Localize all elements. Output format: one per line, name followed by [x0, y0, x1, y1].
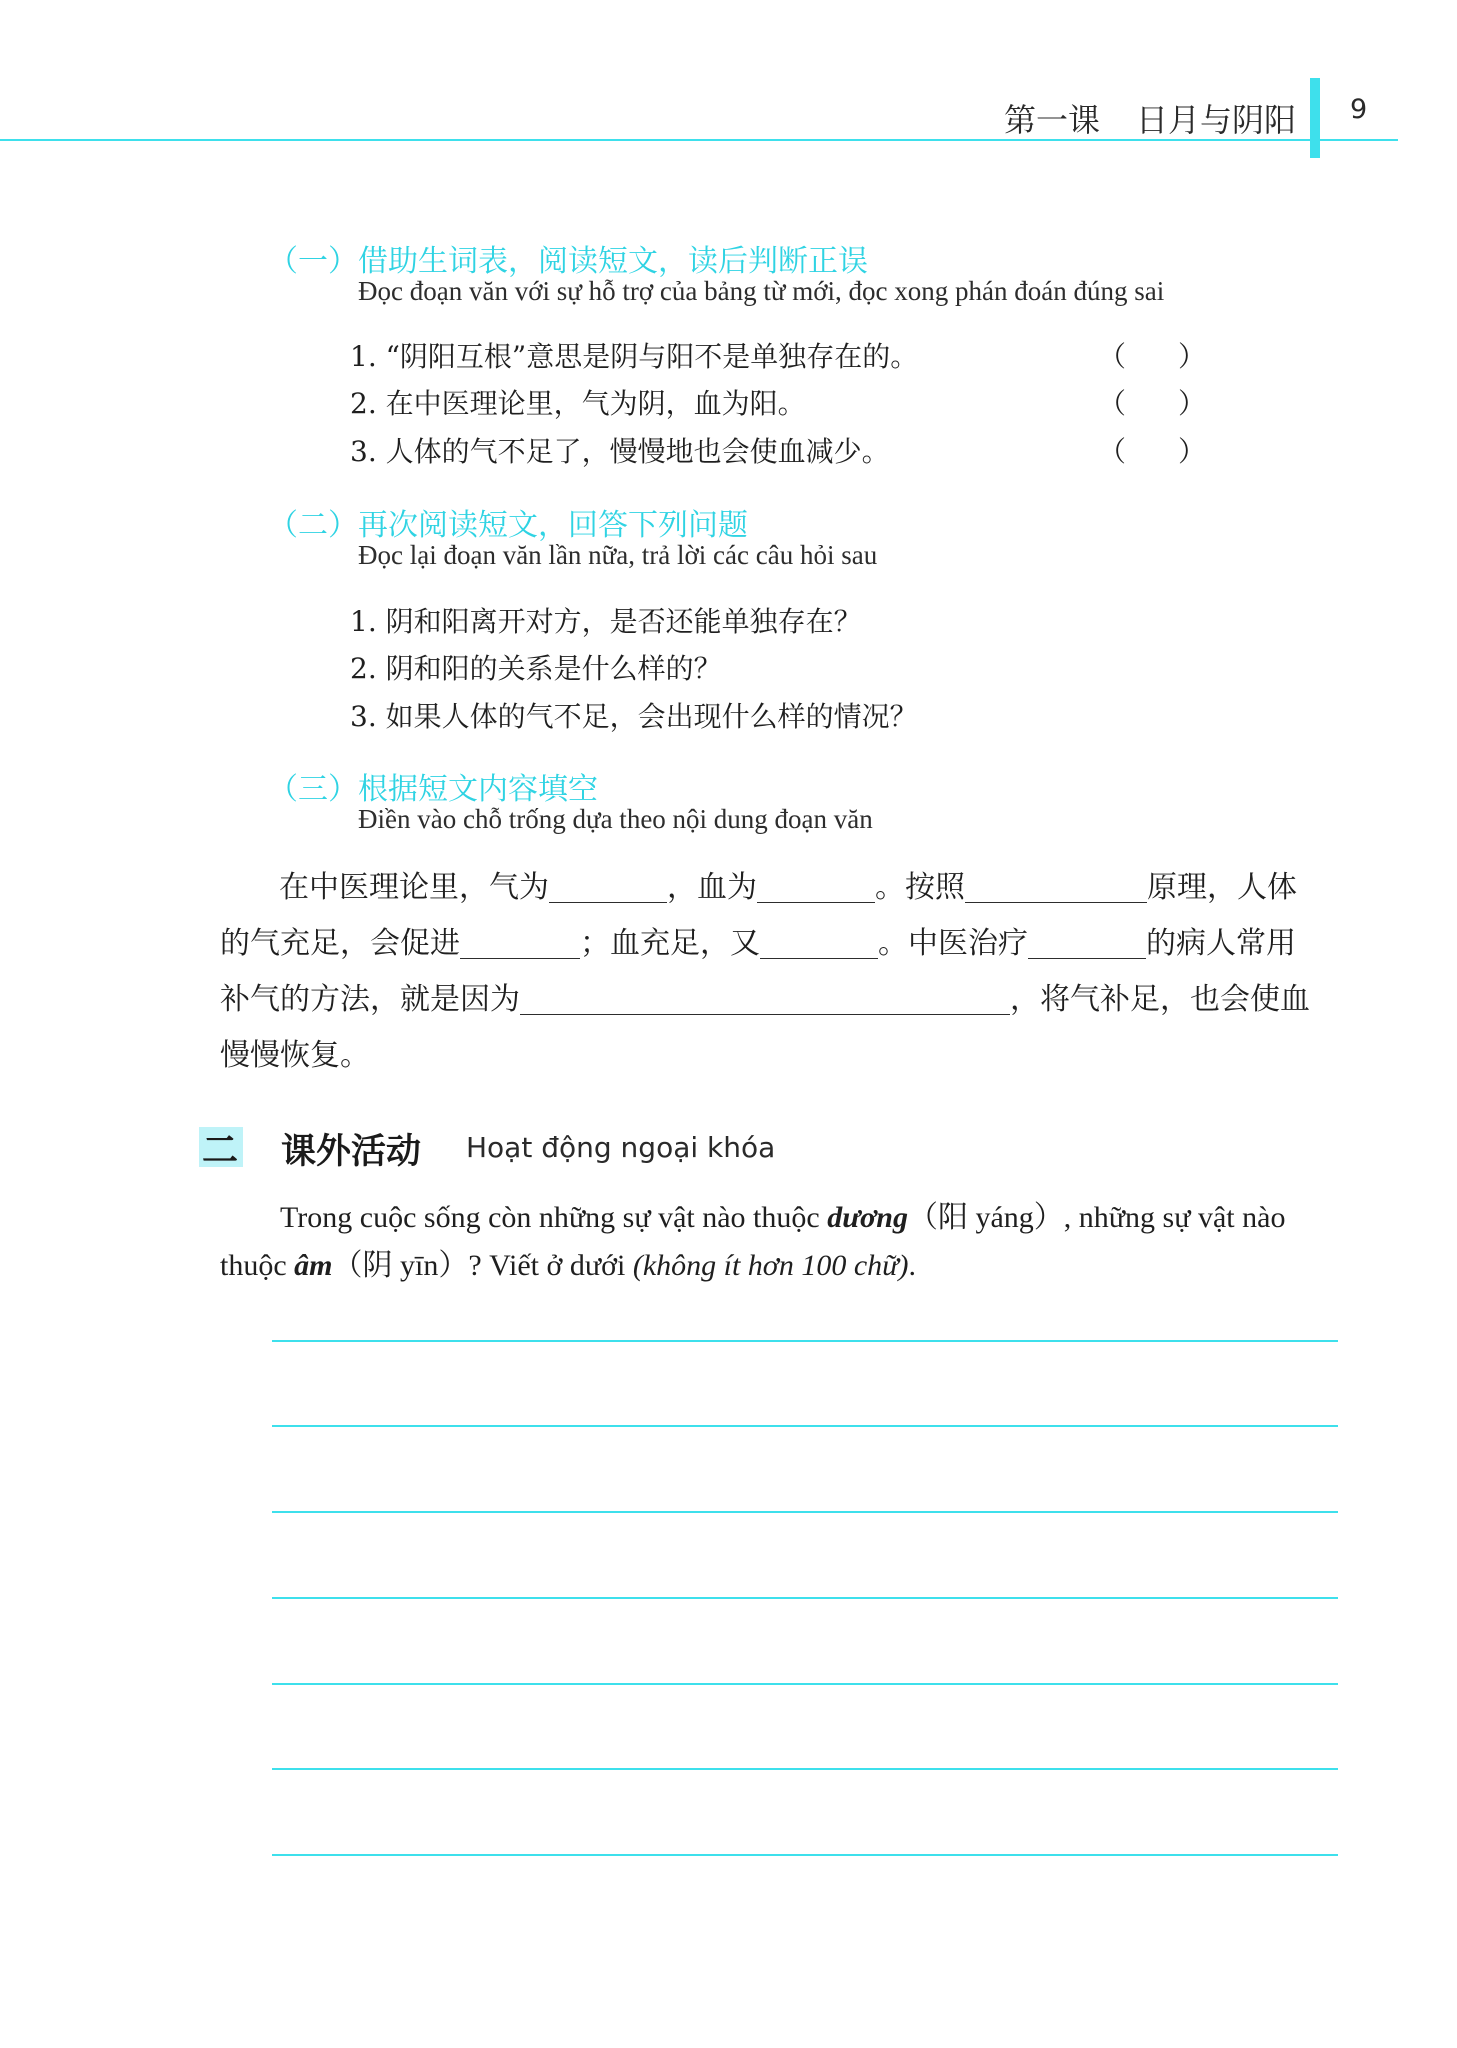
fill-paragraph-line-3: 补气的方法，就是因为 ，将气补足，也会使血 — [220, 982, 1310, 1017]
part2-number: 二 — [202, 1130, 239, 1171]
exercise3-subheading: Điền vào chỗ trống dựa theo nội dung đoạn văn — [358, 804, 873, 834]
fill-paragraph-line-1: 在中医理论里，气为 ，血为 。按照 原理，人体 — [279, 870, 1297, 905]
part2-title: 课外活动 — [281, 1132, 422, 1172]
exercise2-item-3: 3. 如果人体的气不足，会出现什么样的情况？ — [350, 700, 918, 733]
exercise2-heading: （二）再次阅读短文，回答下列问题 — [268, 508, 748, 543]
exercise2-subheading: Đọc lại đoạn văn lần nữa, trả lời các câu hỏi sau — [358, 540, 878, 570]
writing-line[interactable] — [272, 1597, 1338, 1599]
answer-blank-3[interactable]: （ ） — [1098, 435, 1207, 468]
exercise1-item-2: 2. 在中医理论里，气为阴，血为阳。 — [350, 387, 806, 420]
page-number: 9 — [1350, 94, 1368, 125]
lesson-label: 第一课 — [1003, 101, 1100, 139]
answer-blank-2[interactable]: （ ） — [1098, 387, 1207, 420]
fill-blank-4[interactable] — [460, 925, 580, 959]
exercise1-subheading: Đọc đoạn văn với sự hỗ trợ của bảng từ mới, đọc xong phán đoán đúng sai — [358, 276, 1165, 306]
running-header — [1004, 95, 1296, 141]
exercise1-item-1: 1. “阴阳互根”意思是阴与阳不是单独存在的。 — [350, 340, 919, 373]
exercise1-item-3: 3. 人体的气不足了，慢慢地也会使血减少。 — [350, 435, 890, 468]
writing-line[interactable] — [272, 1768, 1338, 1770]
part2-subtitle: Hoạt động ngoại khóa — [466, 1131, 776, 1164]
fill-paragraph-line-4: 慢慢恢复。 — [220, 1038, 370, 1073]
exercise3-heading: （三）根据短文内容填空 — [268, 772, 598, 807]
lesson-title: 日月与阴阳 — [1135, 101, 1296, 139]
part2-prompt-line-1: Trong cuộc sống còn những sự vật nào thuộc dương（阳 yáng）, những sự vật nào — [280, 1201, 1286, 1234]
fill-paragraph-line-2: 的气充足，会促进 ；血充足，又 。中医治疗 的病人常用 — [220, 926, 1296, 961]
writing-line[interactable] — [272, 1854, 1338, 1856]
fill-blank-3[interactable] — [965, 869, 1147, 903]
writing-line[interactable] — [272, 1425, 1338, 1427]
fill-blank-2[interactable] — [757, 869, 875, 903]
writing-line[interactable] — [272, 1340, 1338, 1342]
fill-blank-7[interactable] — [520, 981, 1010, 1015]
writing-line[interactable] — [272, 1511, 1338, 1513]
part2-prompt-line-2: thuộc âm（阴 yīn）? Viết ở dưới (không ít hơn 100 chữ). — [220, 1249, 916, 1282]
exercise2-item-1: 1. 阴和阳离开对方，是否还能单独存在？ — [350, 605, 862, 638]
exercise1-heading: （一）借助生词表，阅读短文，读后判断正误 — [268, 244, 868, 279]
header-accent-bar — [1310, 78, 1320, 158]
writing-line[interactable] — [272, 1683, 1338, 1685]
fill-blank-1[interactable] — [549, 869, 667, 903]
fill-blank-6[interactable] — [1028, 925, 1146, 959]
fill-blank-5[interactable] — [760, 925, 878, 959]
exercise2-item-2: 2. 阴和阳的关系是什么样的？ — [350, 652, 722, 685]
answer-blank-1[interactable]: （ ） — [1098, 340, 1207, 373]
